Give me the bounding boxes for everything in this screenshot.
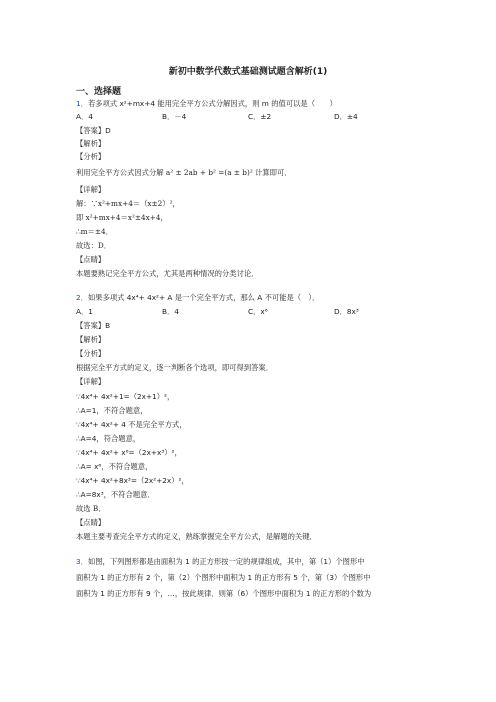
question-1-text: 若多项式 x²+mx+4 能用完全平方公式分解因式，则 m 的值可以是（ ） <box>87 99 337 108</box>
question-3-line-2: 面积为 1 的正方形有 2 个，第（2）个图形中面积为 1 的正方形有 5 个，第（3）个图形中 <box>76 573 371 582</box>
question-2-number: 2． <box>76 293 88 302</box>
q2-analysis: 根据完全平方式的定义，逐一判断各个选项，即可得到答案． <box>76 363 274 372</box>
q2-step-8: ∴A=8x³，不符合题意． <box>76 490 155 499</box>
q2-step-9: 故选 B． <box>76 504 106 513</box>
q1-answer: 【答案】D <box>76 126 111 135</box>
q1-option-b: B．－4 <box>162 112 187 121</box>
section-heading: 一、选择题 <box>76 87 122 97</box>
question-3-text-1: 如图，下列图形都是由面积为 1 的正方形按一定的规律组成，其中，第（1）个图形中 <box>87 557 365 566</box>
q1-option-c: C．±2 <box>248 112 272 121</box>
q2-option-d: D．8x³ <box>334 307 359 316</box>
q2-fenxi-label: 【分析】 <box>76 349 106 358</box>
q2-option-c: C．x⁶ <box>248 307 268 316</box>
document-title: 新初中数学代数式基础测试题含解析(1) <box>168 67 328 77</box>
q1-jiexi-label: 【解析】 <box>76 139 106 148</box>
q2-comment: 本题主要考查完全平方式的定义，熟练掌握完全平方公式，是解题的关键． <box>76 532 317 541</box>
question-1-number: 1． <box>76 99 88 108</box>
q1-comment: 本题要熟记完全平方公式，尤其是两种情况的分类讨论． <box>76 269 259 278</box>
q1-step-4: 故选：D． <box>76 241 112 250</box>
q1-option-d: D．±4 <box>334 112 358 121</box>
q2-answer: 【答案】B <box>76 321 111 330</box>
q2-step-5: ∵4x⁴+ 4x²+ x⁶=（2x+x³）²， <box>76 448 182 457</box>
q2-step-4: ∴A=4，符合题意， <box>76 434 141 443</box>
q1-dianjing-label: 【点睛】 <box>76 255 106 264</box>
q1-step-1: 解：∵x²+mx+4＝（x±2）²， <box>76 199 180 208</box>
q1-step-2: 即 x²+mx+4＝x²±4x+4， <box>76 213 168 222</box>
question-3-line-1 <box>76 556 365 567</box>
q1-option-a: A．4 <box>76 112 93 121</box>
q2-jiexi-label: 【解析】 <box>76 335 106 344</box>
q2-option-a: A．1 <box>76 307 93 316</box>
q1-fenxi-label: 【分析】 <box>76 152 106 161</box>
question-2-stem <box>76 292 319 303</box>
question-1-stem <box>76 98 337 109</box>
q1-xiangjie-label: 【详解】 <box>76 185 106 194</box>
q2-dianjing-label: 【点睛】 <box>76 518 106 527</box>
q2-step-1: ∵4x⁴+ 4x²+1=（2x+1）²， <box>76 392 175 401</box>
q2-step-7: ∵4x⁴+ 4x²+8x³=（2x²+2x）²， <box>76 476 189 485</box>
q2-xiangjie-label: 【详解】 <box>76 377 106 386</box>
q2-option-b: B．4 <box>162 307 179 316</box>
question-3-number: 3． <box>76 557 88 566</box>
q2-step-2: ∴A=1，不符合题意， <box>76 406 148 415</box>
q2-step-3: ∵4x⁴+ 4x²+ 4 不是完全平方式， <box>76 420 187 429</box>
question-2-text: 如果多项式 4x⁴+ 4x²+ A 是一个完全平方式，那么 A 不可能是（ ）． <box>87 293 320 302</box>
q1-step-3: ∴m＝±4． <box>76 227 113 236</box>
question-3-line-3: 面积为 1 的正方形有 9 个，…，按此规律．则第（6）个图形中面积为 1 的正方形的个数为 <box>76 589 372 598</box>
q2-step-6: ∴A= x⁶，不符合题意， <box>76 462 153 471</box>
q1-analysis: 利用完全平方公式因式分解 a² ± 2ab + b² =(a ± b)² 计算即可． <box>76 168 292 177</box>
